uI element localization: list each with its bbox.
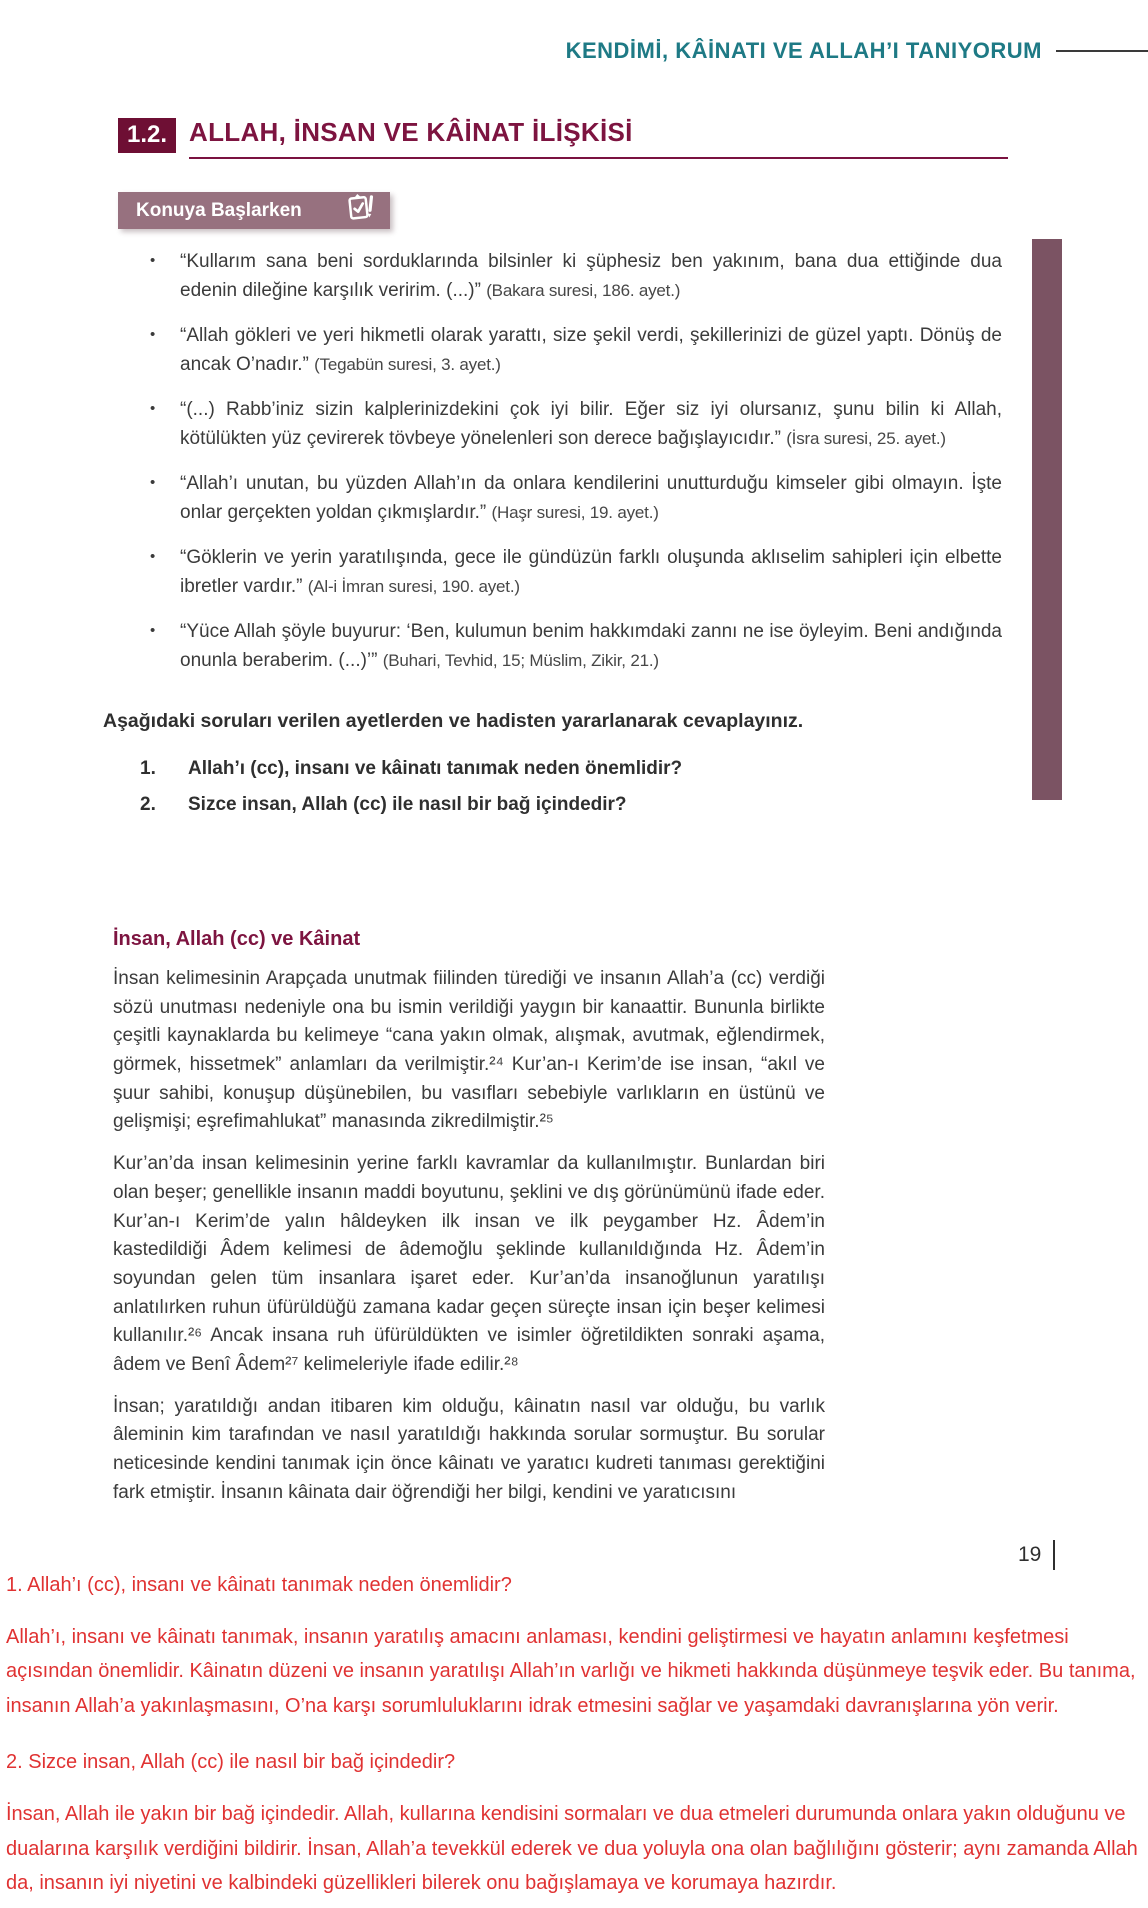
- quote-source: (Al-i İmran suresi, 190. ayet.): [307, 576, 520, 596]
- chapter-title: KENDİMİ, KÂİNATI VE ALLAH’I TANIYORUM: [565, 38, 1042, 63]
- quote-text: “Allah’ı unutan, bu yüzden Allah’ın da onlara kendilerini unutturduğu kimseler gibi olmayın. İşte onlar gerçekten yoldan çıkmışlardır.”: [180, 473, 1002, 523]
- article-paragraph: İnsan kelimesinin Arapçada unutmak fiilinden türediği ve insanın Allah’a (cc) verdiği sözü unutması nedeniyle ona bu ismin verildiği yaygın bir kanaattir. Bununla birlikte çeşitli kaynaklarda bu kelimeye “cana yakın olmak, alışmak, avutmak, eğlendirmek, görmek, hissetmek” anlamları da verilmiştir.²⁴ Kur’an-ı Kerim’de ise insan, “akıl ve şuur sahibi, konuşup düşünebilen, bu vasıfları sebebiyle varlıkların en üstünü ve gelişmişi; eşrefimahlukat” manasında zikredilmiştir.²⁵: [113, 968, 825, 1133]
- topic-start-badge: [118, 192, 390, 229]
- quote-list: [150, 248, 1002, 692]
- page-number: 19: [1018, 1543, 1042, 1566]
- topic-start-label: Konuya Başlarken: [136, 199, 302, 221]
- bullet-marker: •: [150, 400, 156, 417]
- question-number: 1.: [140, 758, 156, 779]
- quote-text: “Göklerin ve yerin yaratılışında, gece ile gündüzün farklı oluşunda aklıselim sahipleri için elbette ibretler vardır.”: [180, 547, 1002, 597]
- question-item: [140, 790, 1000, 819]
- quote-item: [150, 544, 1002, 601]
- question-text: Allah’ı (cc), insanı ve kâinatı tanımak neden önemlidir?: [188, 758, 683, 779]
- clipboard-check-pen-icon: [344, 192, 376, 229]
- bullet-marker: •: [150, 252, 156, 269]
- quote-text: “Allah gökleri ve yeri hikmetli olarak yarattı, size şekil verdi, şekillerinizi de güzel yaptı. Dönüş de ancak O’nadır.”: [180, 325, 1002, 375]
- section-number-badge: 1.2.: [118, 118, 176, 153]
- answer-text: Allah’ı, insanı ve kâinatı tanımak, insanın yaratılış amacını anlaması, kendini geliştirmesi ve hayatın anlamını keşfetmesi açısından önemlidir. Kâinatın düzeni ve insanın yaratılışı Allah’ın varlığı ve hikmeti hakkında düşünmeye teşvik eder. Bu tanıma, insanın Allah’a yakınlaşmasını, O’na karşı sorumluluklarını idrak etmesini sağlar ve yaşamdaki davranışlarına yön verir.: [6, 1626, 1136, 1717]
- page-number-block: [1018, 1540, 1055, 1570]
- article-heading: İnsan, Allah (cc) ve Kâinat: [113, 928, 361, 950]
- answer-question: 1. Allah’ı (cc), insanı ve kâinatı tanımak neden önemlidir?: [6, 1574, 512, 1596]
- quote-source: (Tegabün suresi, 3. ayet.): [314, 354, 501, 374]
- bullet-marker: •: [150, 474, 156, 491]
- bullet-marker: •: [150, 548, 156, 565]
- quote-item: [150, 322, 1002, 379]
- section-title: ALLAH, İNSAN VE KÂİNAT İLİŞKİSİ: [189, 117, 633, 147]
- quote-source: (Haşr suresi, 19. ayet.): [491, 502, 659, 522]
- article-paragraph: Kur’an’da insan kelimesinin yerine farklı kavramlar da kullanılmıştır. Bunlardan biri olan beşer; genellikle insanın maddi boyutunu, şeklini ve dış görünümünü ifade eder. Kur’an-ı Kerim’de yalın hâldeyken ilk insan ve ilk peygamber Hz. Âdem’in kastedildiği Âdem kelimesi de âdemoğlu şeklinde kullanıldığında Hz. Âdem’in soyundan gelen tüm insanlara işaret eder. Kur’an’da insanoğlunun yaratılışı anlatılırken ruhun üfürüldüğü zamana kadar geçen süreçte insan için beşer kelimesi kullanılır.²⁶ Ancak insana ruh üfürüldükten ve isimler öğretildikten sonraki aşama, âdem ve Benî Âdem²⁷ kelimeleriyle ifade edilir.²⁸: [113, 1153, 825, 1375]
- chapter-header-rule: [1056, 50, 1148, 52]
- quote-source: (Buhari, Tevhid, 15; Müslim, Zikir, 21.): [382, 650, 659, 670]
- quote-text: “Yüce Allah şöyle buyurur: ‘Ben, kulumun benim hakkımdaki zannı ne ise öyleyim. Beni andığında onunla beraberim. (...)’”: [180, 621, 1002, 671]
- section-title-underline: [189, 118, 1008, 159]
- article-section: [113, 928, 825, 1520]
- answer-text: İnsan, Allah ile yakın bir bağ içindedir. Allah, kullarına kendisini sormaları ve dua etmeleri durumunda onlara yakın olduğunu ve dualarına karşılık verdiğini bildirir. İnsan, Allah’a tevekkül ederek ve dua yoluyla ona olan bağlılığını gösterir; aynı zamanda Allah da, insanın iyi niyetini ve kalbindeki güzellikleri bilerek onu bağışlamaya ve korumaya hazırdır.: [6, 1803, 1138, 1894]
- question-item: [140, 754, 1000, 783]
- quote-item: [150, 248, 1002, 305]
- question-text: Sizce insan, Allah (cc) ile nasıl bir bağ içindedir?: [188, 794, 627, 816]
- question-number: 2.: [140, 794, 156, 816]
- quote-item: [150, 396, 1002, 453]
- page-number-rule: [1053, 1540, 1055, 1570]
- quote-source: (İsra suresi, 25. ayet.): [786, 428, 946, 448]
- quote-item: [150, 618, 1002, 675]
- side-accent-bar: [1032, 239, 1062, 800]
- question-list: [140, 754, 1000, 827]
- quote-item: [150, 470, 1002, 527]
- quote-text: “(...) Rabb’iniz sizin kalplerinizdekini çok iyi bilir. Eğer siz iyi olursanız, şunu bilin ki Allah, kötülükten yüz çevirerek tövbeye yönelenleri son derece bağışlayıcıdır.”: [180, 399, 1002, 449]
- bullet-marker: •: [150, 326, 156, 343]
- article-paragraph: İnsan; yaratıldığı andan itibaren kim olduğu, kâinatın nasıl var olduğu, bu varlık âleminin kim tarafından ve nasıl yaratıldığı hakkında sorular sormuştur. Bu sorular neticesinde kendini tanımak için önce kâinatı ve yaratıcı kudreti tanıması gerektiğini fark etmiştir. İnsanın kâinata dair öğrendiği her bilgi, kendini ve yaratıcısını: [113, 1395, 825, 1503]
- quote-text: “Kullarım sana beni sorduklarında bilsinler ki şüphesiz ben yakınım, bana dua ettiğinde dua edenin dileğine karşılık veririm. (...)”: [180, 251, 1002, 301]
- bullet-marker: •: [150, 622, 156, 639]
- answer-question: 2. Sizce insan, Allah (cc) ile nasıl bir bağ içindedir?: [6, 1751, 456, 1774]
- activity-instruction: Aşağıdaki soruları verilen ayetlerden ve hadisten yararlanarak cevaplayınız.: [103, 710, 804, 732]
- chapter-header: [0, 38, 1148, 64]
- section-title-row: [118, 118, 1008, 159]
- typed-answers-overlay: [6, 1572, 1144, 1908]
- quote-source: (Bakara suresi, 186. ayet.): [486, 280, 681, 300]
